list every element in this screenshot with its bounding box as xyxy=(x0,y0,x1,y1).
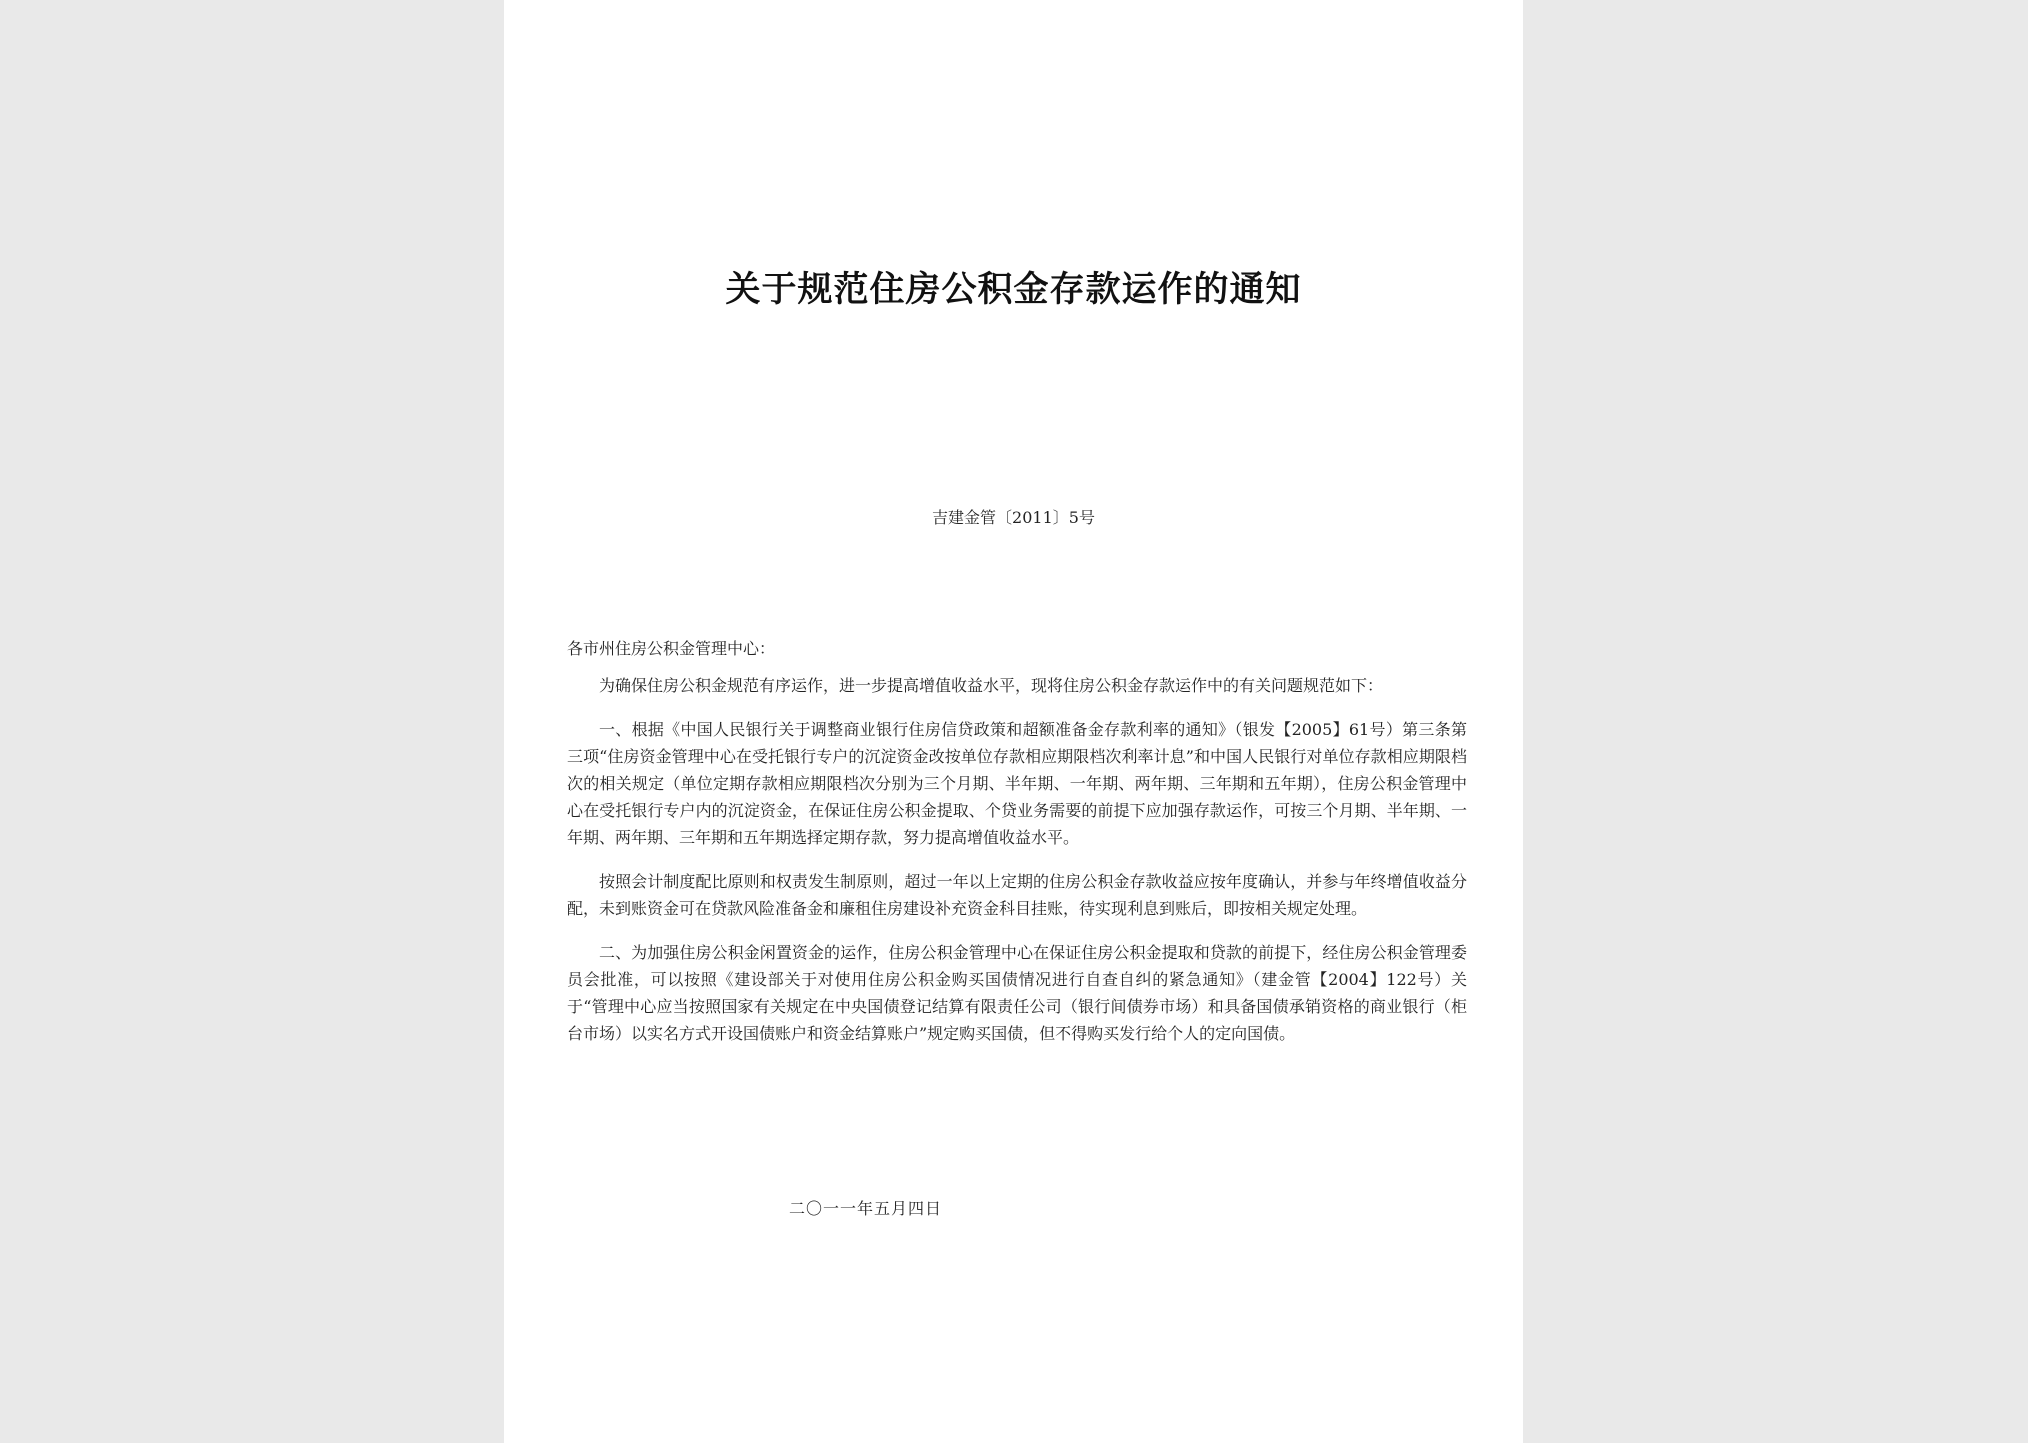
paragraph-accounting: 按照会计制度配比原则和权责发生制原则，超过一年以上定期的住房公积金存款收益应按年度确认，并参与年终增值收益分配，未到账资金可在贷款风险准备金和廉租住房建设补充资金科目挂账，待实现利息到账后，即按相关规定处理。 xyxy=(567,872,1467,918)
document-number: 吉建金管〔2011〕5号 xyxy=(932,508,1095,527)
document-page xyxy=(504,0,1523,1443)
document-date: 二〇一一年五月四日 xyxy=(789,1199,943,1218)
paragraph-section-1: 一、根据《中国人民银行关于调整商业银行住房信贷政策和超额准备金存款利率的通知》（银发【2005】61号）第三条第三项“住房资金管理中心在受托银行专户的沉淀资金改按单位存款相应期限档次利率计息”和中国人民银行对单位存款相应期限档次的相关规定（单位定期存款相应期限档次分别为三个月期、半年期、一年期、两年期、三年期和五年期），住房公积金管理中心在受托银行专户内的沉淀资金，在保证住房公积金提取、个贷业务需要的前提下应加强存款运作，可按三个月期、半年期、一年期、两年期、三年期和五年期选择定期存款，努力提高增值收益水平。 xyxy=(567,720,1467,847)
document-title: 关于规范住房公积金存款运作的通知 xyxy=(725,269,1302,310)
paragraph-intro: 为确保住房公积金规范有序运作，进一步提高增值收益水平，现将住房公积金存款运作中的有关问题规范如下： xyxy=(599,676,1384,695)
paragraph-section-2: 二、为加强住房公积金闲置资金的运作，住房公积金管理中心在保证住房公积金提取和贷款的前提下，经住房公积金管理委员会批准，可以按照《建设部关于对使用住房公积金购买国债情况进行自查自纠的紧急通知》（建金管【2004】122号）关于“管理中心应当按照国家有关规定在中央国债登记结算有限责任公司（银行间债券市场）和具备国债承销资格的商业银行（柜台市场）以实名方式开设国债账户和资金结算账户”规定购买国债，但不得购买发行给个人的定向国债。 xyxy=(567,943,1467,1043)
addressee: 各市州住房公积金管理中心： xyxy=(567,639,776,658)
document-body xyxy=(567,672,1467,1064)
